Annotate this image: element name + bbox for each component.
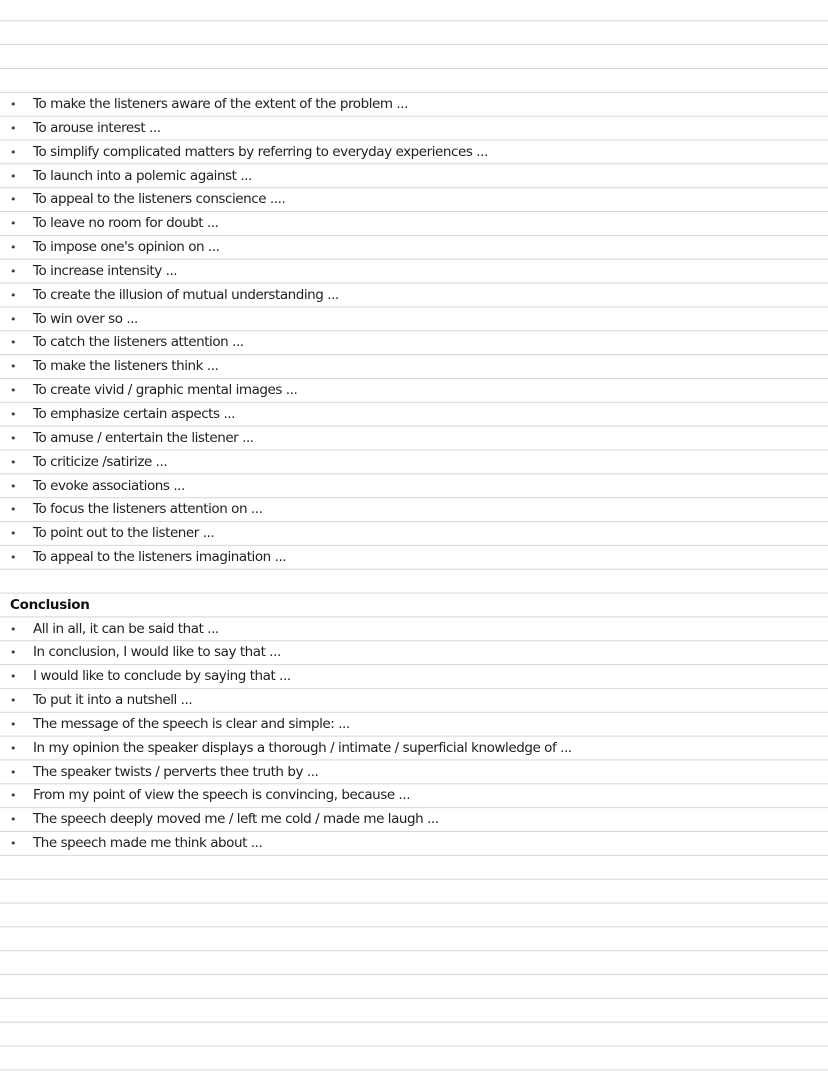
list-item-text: To catch the listeners attention ... (33, 334, 244, 351)
section-heading: Conclusion (10, 596, 90, 613)
bullet-icon: • (10, 193, 17, 207)
list-item (0, 475, 828, 499)
list-item-text: The message of the speech is clear and simple: ... (33, 715, 350, 732)
list-item (0, 546, 828, 570)
list-item-text: To emphasize certain aspects ... (33, 405, 235, 422)
bullet-icon: • (10, 121, 17, 135)
list-item-text: To amuse / entertain the listener ... (33, 429, 254, 446)
bullet-icon: • (10, 717, 17, 731)
list-item (0, 236, 828, 260)
bullet-icon: • (10, 169, 17, 183)
purpose-phrase-list (0, 93, 828, 570)
list-item-text: To put it into a nutshell ... (33, 692, 193, 709)
list-item (0, 832, 828, 856)
bullet-icon: • (10, 551, 17, 565)
list-item (0, 93, 828, 117)
notes-content (0, 93, 828, 856)
bullet-icon: • (10, 455, 17, 469)
bullet-icon: • (10, 741, 17, 755)
bullet-icon: • (10, 622, 17, 636)
bullet-icon: • (10, 694, 17, 708)
bullet-icon: • (10, 765, 17, 779)
bullet-icon: • (10, 503, 17, 517)
list-item-text: To make the listeners think ... (33, 358, 219, 375)
list-item-text: To arouse interest ... (33, 119, 161, 136)
list-item-text: The speech made me think about ... (33, 835, 263, 852)
list-item (0, 427, 828, 451)
list-item-text: To focus the listeners attention on ... (33, 501, 263, 518)
list-item (0, 284, 828, 308)
list-item-text: From my point of view the speech is convincing, because ... (33, 787, 411, 804)
list-item (0, 260, 828, 284)
list-item-text: To increase intensity ... (33, 262, 178, 279)
list-item (0, 403, 828, 427)
bullet-icon: • (10, 98, 17, 111)
bullet-icon: • (10, 646, 17, 660)
list-item (0, 188, 828, 212)
bullet-icon: • (10, 837, 17, 851)
list-item (0, 498, 828, 522)
bullet-icon: • (10, 217, 17, 231)
conclusion-phrase-list (0, 618, 828, 856)
list-item (0, 117, 828, 141)
bullet-icon: • (10, 527, 17, 541)
list-item-text: To criticize /satirize ... (33, 453, 168, 470)
bullet-icon: • (10, 312, 17, 326)
list-item-text: To launch into a polemic against ... (33, 167, 252, 184)
bullet-icon: • (10, 288, 17, 302)
list-item (0, 784, 828, 808)
list-item (0, 165, 828, 189)
bullet-icon: • (10, 789, 17, 803)
list-item-text: To appeal to the listeners conscience .... (33, 191, 286, 208)
list-item (0, 379, 828, 403)
list-item-text: To point out to the listener ... (33, 525, 215, 542)
list-item (0, 141, 828, 165)
bullet-icon: • (10, 360, 17, 374)
list-item-text: In conclusion, I would like to say that ... (33, 644, 281, 661)
list-item (0, 713, 828, 737)
list-item-text: To impose one's opinion on ... (33, 239, 220, 256)
bullet-icon: • (10, 813, 17, 827)
blank-line (0, 570, 828, 594)
list-item (0, 761, 828, 785)
bullet-icon: • (10, 264, 17, 278)
list-item-text: All in all, it can be said that ... (33, 620, 219, 637)
bullet-icon: • (10, 384, 17, 398)
list-item (0, 212, 828, 236)
bullet-icon: • (10, 431, 17, 445)
list-item-text: To create the illusion of mutual understanding ... (33, 286, 339, 303)
list-item-text: To create vivid / graphic mental images ... (33, 382, 298, 399)
list-item (0, 689, 828, 713)
list-item (0, 618, 828, 642)
bullet-icon: • (10, 407, 17, 421)
bullet-icon: • (10, 241, 17, 255)
list-item (0, 665, 828, 689)
list-item-text: The speech deeply moved me / left me cold / made me laugh ... (33, 811, 439, 828)
list-item (0, 451, 828, 475)
list-item (0, 737, 828, 761)
list-item-text: To leave no room for doubt ... (33, 215, 219, 232)
bullet-icon: • (10, 670, 17, 684)
bullet-icon: • (10, 479, 17, 493)
list-item-text: The speaker twists / perverts thee truth by ... (33, 763, 319, 780)
list-item (0, 808, 828, 832)
list-item (0, 308, 828, 332)
list-item-text: To simplify complicated matters by referring to everyday experiences ... (33, 143, 488, 160)
list-item (0, 522, 828, 546)
bullet-icon: • (10, 336, 17, 350)
list-item-text: To appeal to the listeners imagination ... (33, 549, 287, 566)
list-item-text: To win over so ... (33, 310, 138, 327)
list-item-text: To evoke associations ... (33, 477, 185, 494)
list-item (0, 331, 828, 355)
bullet-icon: • (10, 145, 17, 159)
list-item (0, 641, 828, 665)
list-item-text: I would like to conclude by saying that ... (33, 668, 291, 685)
list-item (0, 355, 828, 379)
list-item-text: In my opinion the speaker displays a thorough / intimate / superficial knowledge of ... (33, 739, 572, 756)
list-item-text: To make the listeners aware of the extent of the problem ... (33, 96, 408, 112)
